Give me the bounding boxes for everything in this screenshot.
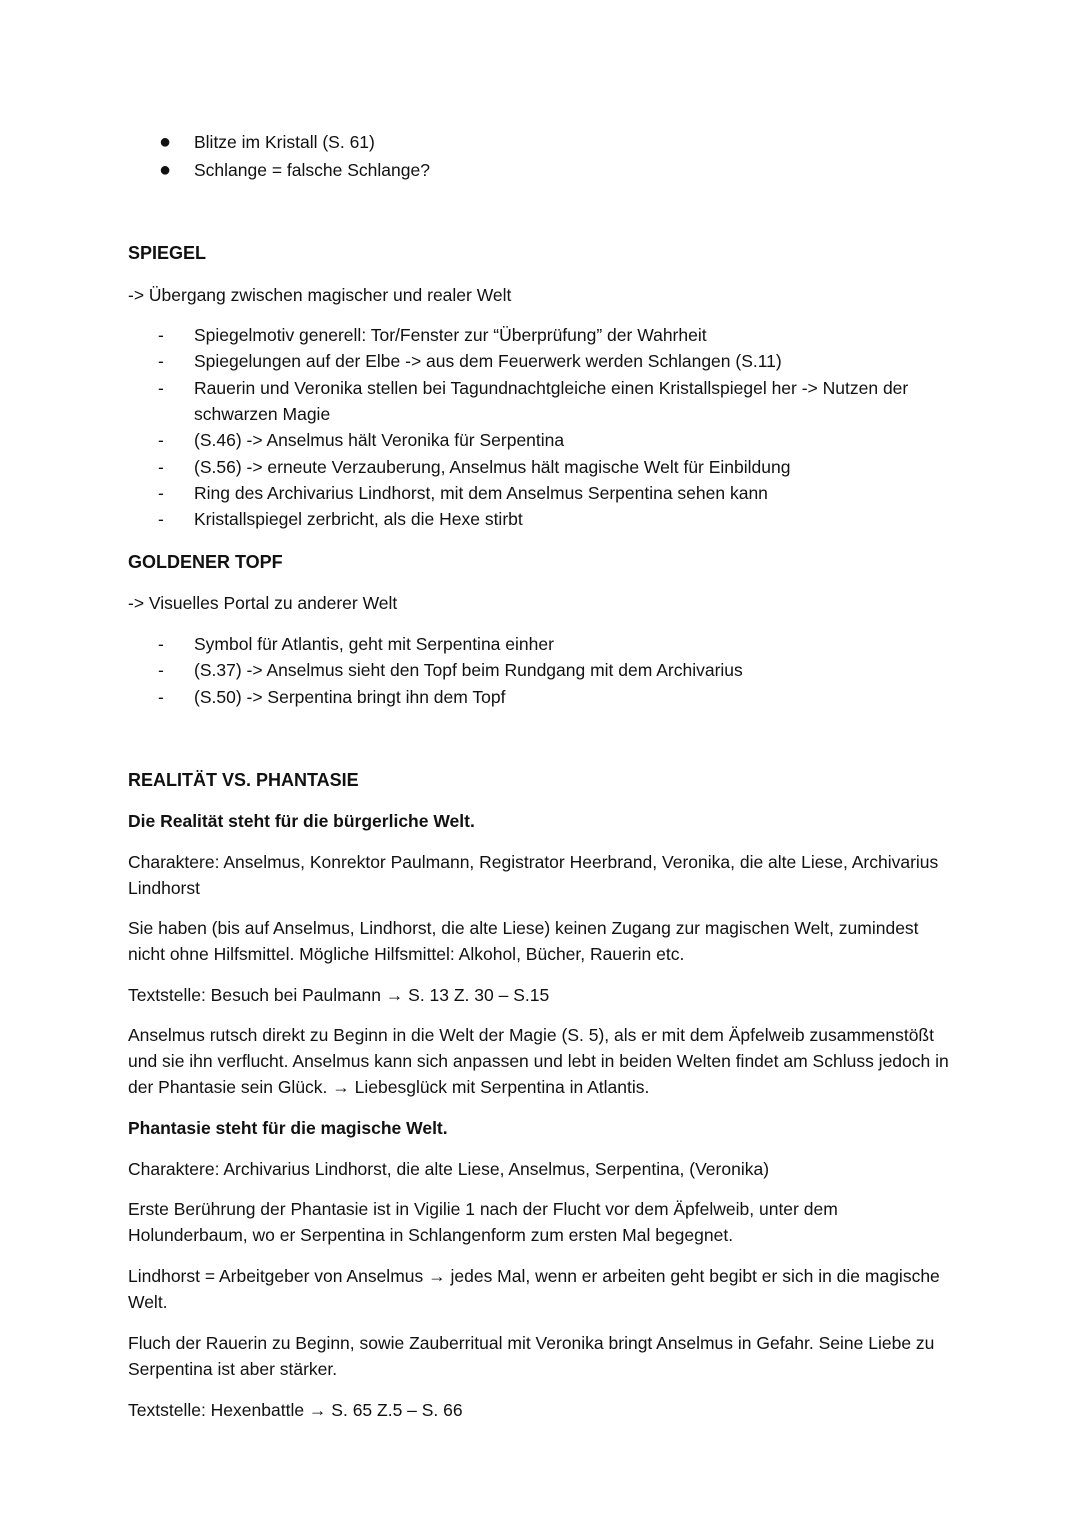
section-intro-spiegel: -> Übergang zwischen magischer und realer Welt — [128, 285, 512, 305]
list-item-text: Rauerin und Veronika stellen bei Tagundnachtgleiche einen Kristallspiegel her -> Nutzen der schwarzen Magie — [194, 378, 909, 424]
section-intro-topf: -> Visuelles Portal zu anderer Welt — [128, 593, 398, 613]
section-heading-spiegel: SPIEGEL — [128, 243, 207, 263]
paragraph: Charaktere: Anselmus, Konrektor Paulmann, Registrator Heerbrand, Veronika, die alte Liese, Archivarius Lindhorst — [128, 852, 939, 898]
list-item-text: (S.37) -> Anselmus sieht den Topf beim Rundgang mit dem Archivarius — [194, 660, 743, 680]
dash-marker: - — [158, 457, 164, 477]
dash-marker: - — [158, 378, 164, 398]
dash-marker: - — [158, 687, 164, 707]
dash-marker: - — [158, 660, 164, 680]
bullet-icon: ● — [159, 159, 172, 181]
dash-marker: - — [158, 325, 164, 345]
list-item-text: (S.50) -> Serpentina bringt ihn dem Topf — [194, 687, 506, 707]
list-item-text: Kristallspiegel zerbricht, als die Hexe stirbt — [194, 509, 523, 529]
paragraph: Textstelle: Hexenbattle → S. 65 Z.5 – S. 66 — [128, 1400, 463, 1420]
dash-marker: - — [158, 634, 164, 654]
subheading-realitaet: Die Realität steht für die bürgerliche Welt. — [128, 811, 475, 831]
paragraph: Textstelle: Besuch bei Paulmann → S. 13 Z. 30 – S.15 — [128, 985, 550, 1005]
list-item-text: (S.46) -> Anselmus hält Veronika für Serpentina — [194, 430, 565, 450]
list-item-text: Schlange = falsche Schlange? — [194, 160, 430, 180]
dash-marker: - — [158, 483, 164, 503]
paragraph: Lindhorst = Arbeitgeber von Anselmus → jedes Mal, wenn er arbeiten geht begibt er sich in die magische Welt. — [128, 1266, 940, 1312]
paragraph: Charaktere: Archivarius Lindhorst, die alte Liese, Anselmus, Serpentina, (Veronika) — [128, 1159, 770, 1179]
dash-marker: - — [158, 351, 164, 371]
paragraph: Anselmus rutsch direkt zu Beginn in die Welt der Magie (S. 5), als er mit dem Äpfelweib zusammenstößt und sie ihn verflucht. Anselmus kann sich anpassen und lebt in beiden Welten findet am Schluss jedoch in der Phantasie sein Glück. → Liebesglück mit Serpentina in Atlantis. — [128, 1025, 949, 1097]
list-item-text: Blitze im Kristall (S. 61) — [194, 132, 375, 152]
dash-marker: - — [158, 430, 164, 450]
subheading-phantasie: Phantasie steht für die magische Welt. — [128, 1118, 448, 1138]
list-item-text: (S.56) -> erneute Verzauberung, Anselmus hält magische Welt für Einbildung — [194, 457, 791, 477]
section-heading-realitaet: REALITÄT VS. PHANTASIE — [128, 770, 359, 790]
list-item-text: Ring des Archivarius Lindhorst, mit dem Anselmus Serpentina sehen kann — [194, 483, 768, 503]
bullet-icon: ● — [159, 131, 172, 153]
paragraph: Fluch der Rauerin zu Beginn, sowie Zauberritual mit Veronika bringt Anselmus in Gefahr. Seine Liebe zu Serpentina ist aber stärker. — [128, 1333, 935, 1379]
paragraph: Erste Berührung der Phantasie ist in Vigilie 1 nach der Flucht vor dem Äpfelweib, unter dem Holunderbaum, wo er Serpentina in Schlangenform zum ersten Mal begegnet. — [128, 1199, 838, 1245]
list-item-text: Symbol für Atlantis, geht mit Serpentina einher — [194, 634, 554, 654]
list-item-text: Spiegelungen auf der Elbe -> aus dem Feuerwerk werden Schlangen (S.11) — [194, 351, 782, 371]
section-heading-topf: GOLDENER TOPF — [128, 552, 283, 572]
dash-marker: - — [158, 509, 164, 529]
paragraph: Sie haben (bis auf Anselmus, Lindhorst, die alte Liese) keinen Zugang zur magischen Welt, zumindest nicht ohne Hilfsmittel. Mögliche Hilfsmittel: Alkohol, Bücher, Rauerin etc. — [128, 918, 919, 964]
list-item-text: Spiegelmotiv generell: Tor/Fenster zur “Überprüfung” der Wahrheit — [194, 325, 707, 345]
